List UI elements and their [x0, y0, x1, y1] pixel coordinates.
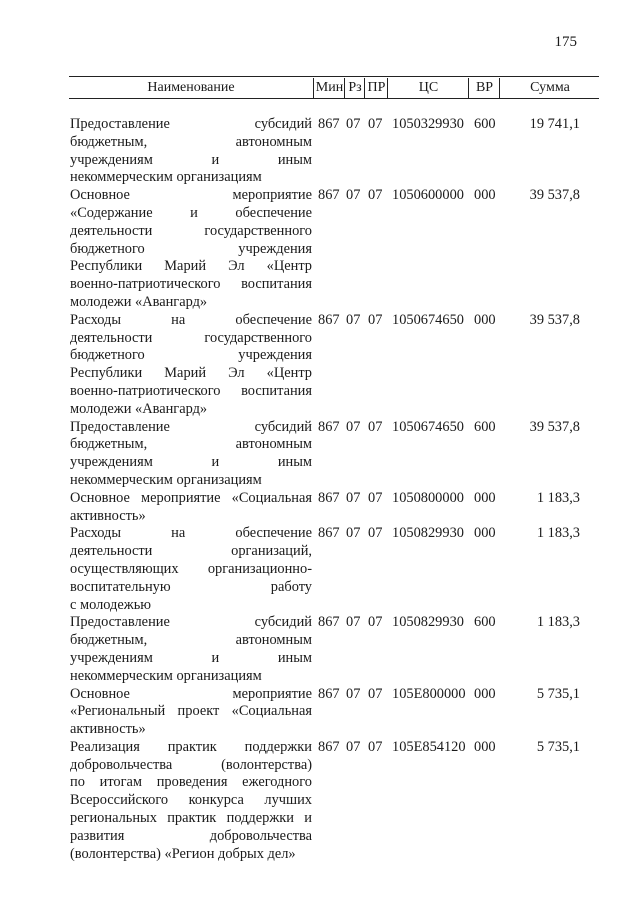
row-name-line: осуществляющих организационно- [70, 560, 312, 577]
row-sum: 39 537,8 [529, 418, 580, 435]
row-sum: 39 537,8 [529, 187, 580, 204]
row-name-line: Расходы на обеспечение [70, 525, 312, 542]
row-vr: 000 [474, 525, 496, 542]
row-cs: 1050674650 [392, 418, 464, 435]
row-name-line: некоммерческим организациям [70, 169, 262, 186]
row-min: 867 [318, 116, 340, 132]
row-rz: 07 [346, 311, 361, 328]
row-name-line: развития добровольчества [70, 827, 312, 844]
row-cs: 1050829930 [392, 525, 464, 542]
header-pr: ПР [364, 78, 388, 98]
row-name-line: военно-патриотического воспитания [70, 276, 312, 293]
row-min: 867 [318, 525, 340, 542]
row-pr: 07 [368, 525, 383, 542]
row-name-line: активность» [70, 507, 146, 524]
row-vr: 000 [474, 311, 496, 328]
row-rz: 07 [346, 116, 361, 132]
row-name-line: учреждениям и иным [70, 649, 312, 666]
row-name-line: воспитательную работу [70, 578, 312, 595]
row-name-line: деятельности государственного [70, 222, 312, 239]
row-min: 867 [318, 311, 340, 328]
row-name-line: молодежи «Авангард» [70, 400, 208, 417]
row-cs: 1050674650 [392, 311, 464, 328]
row-sum: 5 735,1 [536, 685, 580, 702]
row-rz: 07 [346, 418, 361, 435]
row-name-line: Основное мероприятие [70, 685, 312, 702]
row-sum: 1 183,3 [536, 489, 580, 506]
table-body [70, 116, 600, 863]
row-rz: 07 [346, 738, 361, 755]
row-name-line: региональных практик поддержки и [70, 810, 312, 827]
row-min: 867 [318, 738, 340, 755]
table-row [70, 116, 600, 187]
row-name-line: с молодежью [70, 596, 152, 613]
row-cs: 105E800000 [392, 685, 466, 702]
table-row [70, 525, 600, 614]
row-min: 867 [318, 489, 340, 506]
row-rz: 07 [346, 187, 361, 204]
row-cs: 1050829930 [392, 614, 464, 631]
header-name: Наименование [147, 80, 235, 95]
row-name-line: бюджетного учреждения [70, 240, 312, 257]
row-name-line: Предоставление субсидий [70, 116, 312, 132]
row-name [70, 739, 312, 864]
row-name-line: (волонтерства) «Регион добрых дел» [70, 845, 296, 862]
row-name-line: учреждениям и иным [70, 151, 312, 168]
header-rule-top [69, 76, 599, 77]
row-name-line: Всероссийского конкурса лучших [70, 792, 312, 809]
row-name-line: деятельности государственного [70, 329, 312, 346]
row-name-line: по итогам проведения ежегодного [70, 774, 312, 791]
header-rz: Рз [344, 78, 365, 98]
row-pr: 07 [368, 489, 383, 506]
row-rz: 07 [346, 525, 361, 542]
table-row [70, 312, 600, 419]
row-name-line: «Региональный проект «Социальная [70, 703, 312, 720]
row-vr: 000 [474, 685, 496, 702]
row-cs: 1050600000 [392, 187, 464, 204]
row-cs: 105E854120 [392, 738, 466, 755]
row-name [70, 419, 312, 490]
row-name-line: некоммерческим организациям [70, 471, 262, 488]
row-name [70, 686, 312, 739]
row-name [70, 312, 312, 419]
row-vr: 600 [474, 614, 496, 631]
row-vr: 000 [474, 738, 496, 755]
row-sum: 5 735,1 [536, 738, 580, 755]
row-name-line: активность» [70, 721, 146, 738]
row-cs: 1050800000 [392, 489, 464, 506]
row-name [70, 187, 312, 312]
row-sum: 39 537,8 [529, 311, 580, 328]
row-name-line: Предоставление субсидий [70, 614, 312, 631]
row-name-line: Реализация практик поддержки [70, 738, 312, 755]
row-pr: 07 [368, 738, 383, 755]
row-rz: 07 [346, 685, 361, 702]
row-name-line: Основное мероприятие «Социальная [70, 489, 312, 506]
row-name [70, 525, 312, 614]
header-sum: Сумма [499, 78, 600, 98]
row-name-line: бюджетным, автономным [70, 133, 312, 150]
row-name-line: добровольчества (волонтерства) [70, 756, 312, 773]
row-min: 867 [318, 418, 340, 435]
row-pr: 07 [368, 311, 383, 328]
row-name-line: бюджетным, автономным [70, 632, 312, 649]
table-row [70, 686, 600, 739]
row-name [70, 116, 312, 187]
row-name-line: Основное мероприятие [70, 187, 312, 204]
row-cs: 1050329930 [392, 116, 464, 132]
row-name-line: «Содержание и обеспечение [70, 204, 312, 221]
row-min: 867 [318, 187, 340, 204]
row-name-line: Республики Марий Эл «Центр [70, 258, 312, 275]
header-rule-bottom [69, 98, 599, 99]
row-name-line: Расходы на обеспечение [70, 311, 312, 328]
table-row [70, 187, 600, 312]
row-name-line: Республики Марий Эл «Центр [70, 365, 312, 382]
header-min: Мин [313, 78, 345, 98]
row-name [70, 490, 312, 526]
table-row [70, 739, 600, 864]
row-min: 867 [318, 685, 340, 702]
row-sum: 19 741,1 [529, 116, 580, 132]
row-vr: 600 [474, 116, 496, 132]
row-min: 867 [318, 614, 340, 631]
row-vr: 600 [474, 418, 496, 435]
row-vr: 000 [474, 187, 496, 204]
header-cs: ЦС [387, 78, 469, 98]
row-sum: 1 183,3 [536, 525, 580, 542]
row-name-line: деятельности организаций, [70, 543, 312, 560]
row-name [70, 614, 312, 685]
row-name-line: бюджетным, автономным [70, 436, 312, 453]
row-name-line: бюджетного учреждения [70, 347, 312, 364]
table-row [70, 490, 600, 526]
row-pr: 07 [368, 116, 383, 132]
row-name-line: Предоставление субсидий [70, 418, 312, 435]
row-name-line: учреждениям и иным [70, 454, 312, 471]
row-vr: 000 [474, 489, 496, 506]
table-row [70, 614, 600, 685]
row-sum: 1 183,3 [536, 614, 580, 631]
row-rz: 07 [346, 489, 361, 506]
table-row [70, 419, 600, 490]
row-name-line: военно-патриотического воспитания [70, 382, 312, 399]
row-name-line: молодежи «Авангард» [70, 293, 208, 310]
page-number: 175 [554, 34, 577, 50]
row-pr: 07 [368, 614, 383, 631]
header-vr: ВР [468, 78, 500, 98]
row-rz: 07 [346, 614, 361, 631]
row-pr: 07 [368, 418, 383, 435]
row-pr: 07 [368, 685, 383, 702]
row-pr: 07 [368, 187, 383, 204]
row-name-line: некоммерческим организациям [70, 667, 262, 684]
